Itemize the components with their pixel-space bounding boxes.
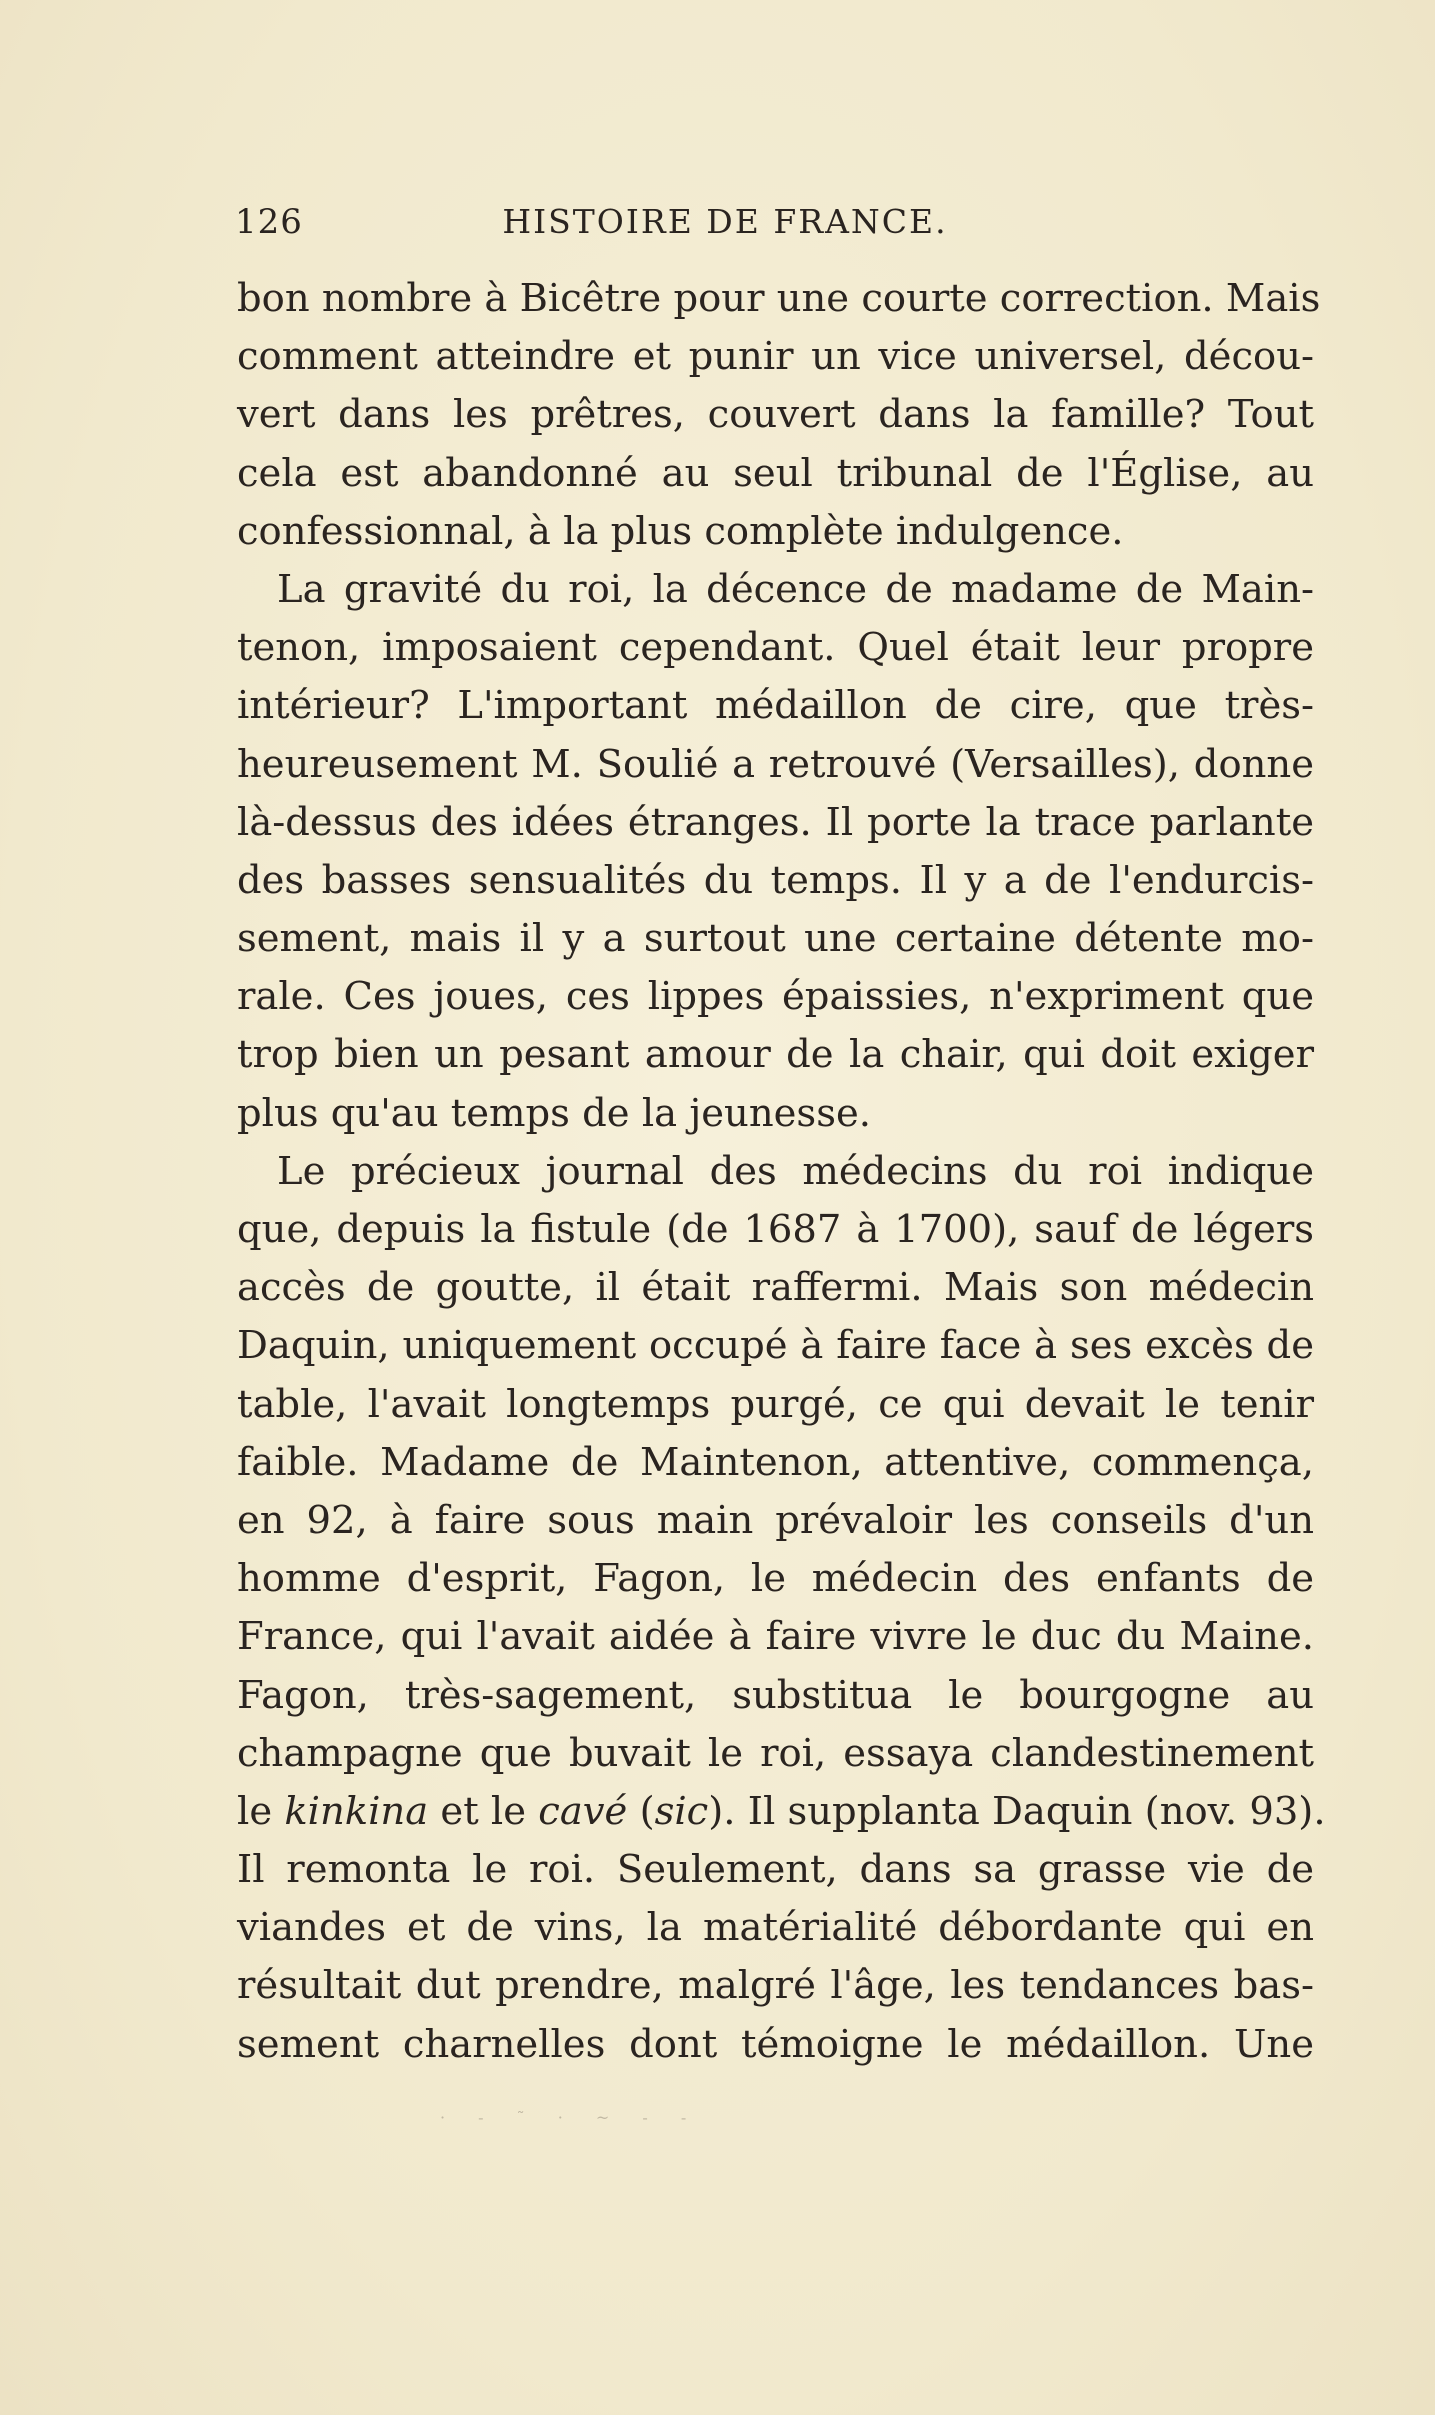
text-fragment: le xyxy=(237,1788,285,1834)
text-line: homme d'esprit, Fagon, le médecin des enfants de xyxy=(237,1556,1314,1602)
text-line: des basses sensualités du temps. Il y a de l'endurcis- xyxy=(237,857,1314,903)
italic-term-cave: cavé xyxy=(538,1788,628,1834)
text-line: champagne que buvait le roi, essaya clandestinement xyxy=(237,1730,1314,1776)
text-fragment: ). Il supplanta Daquin (nov. 93). xyxy=(708,1788,1326,1834)
text-line: que, depuis la fistule (de 1687 à 1700), sauf de légers xyxy=(237,1207,1314,1252)
ink-smudge-decoration: · - ˜ · ~ - - xyxy=(440,2108,701,2127)
text-line: tenon, imposaient cependant. Quel était leur propre xyxy=(237,625,1314,671)
text-line: heureusement M. Soulié a retrouvé (Versailles), donne xyxy=(237,741,1314,787)
text-fragment: ( xyxy=(627,1788,655,1834)
text-line: viandes et de vins, la matérialité débordante qui en xyxy=(237,1905,1314,1951)
text-line: sement, mais il y a surtout une certaine détente mo- xyxy=(237,916,1314,962)
italic-term-sic: sic xyxy=(654,1788,709,1834)
page-header xyxy=(235,202,1315,252)
text-line-with-italics xyxy=(237,1783,1326,1841)
paragraph-2 xyxy=(237,561,1314,1143)
text-line: bon nombre à Bicêtre pour une courte correction. Mais xyxy=(237,276,1321,321)
text-line: sement charnelles dont témoigne le médaillon. Une xyxy=(237,2021,1314,2067)
text-line: intérieur? L'important médaillon de cire, que très- xyxy=(237,683,1314,729)
text-line: faible. Madame de Maintenon, attentive, commença, xyxy=(237,1439,1314,1485)
text-line: Il remonta le roi. Seulement, dans sa grasse vie de xyxy=(237,1847,1314,1893)
text-line: confessionnal, à la plus complète indulgence. xyxy=(237,508,1124,554)
text-line: La gravité du roi, la décence de madame de Main- xyxy=(277,566,1314,612)
text-line: accès de goutte, il était raffermi. Mais son médecin xyxy=(237,1265,1314,1311)
text-line: Fagon, très-sagement, substitua le bourgogne au xyxy=(237,1672,1314,1718)
italic-term-kinkina: kinkina xyxy=(284,1788,429,1834)
running-head: HISTOIRE DE FRANCE. xyxy=(502,202,948,241)
text-line: Le précieux journal des médecins du roi indique xyxy=(277,1148,1314,1194)
text-line: plus qu'au temps de la jeunesse. xyxy=(237,1090,871,1136)
paragraph-1 xyxy=(237,270,1321,561)
text-line: vert dans les prêtres, couvert dans la famille? Tout xyxy=(237,392,1314,438)
page-number: 126 xyxy=(235,202,303,242)
paragraph-3 xyxy=(237,1143,1326,2074)
text-fragment: et le xyxy=(428,1788,539,1834)
text-line: France, qui l'avait aidée à faire vivre le duc du Maine. xyxy=(237,1614,1314,1660)
text-line: table, l'avait longtemps purgé, ce qui devait le tenir xyxy=(237,1381,1314,1427)
text-line: rale. Ces joues, ces lippes épaissies, n'expriment que xyxy=(237,974,1314,1020)
body-text xyxy=(237,270,1326,2074)
text-line: comment atteindre et punir un vice universel, décou- xyxy=(237,334,1314,380)
text-line: Daquin, uniquement occupé à faire face à ses excès de xyxy=(237,1323,1314,1369)
text-line: là-dessus des idées étranges. Il porte la trace parlante xyxy=(237,799,1314,845)
text-line: résultait dut prendre, malgré l'âge, les tendances bas- xyxy=(237,1963,1314,2009)
text-line: trop bien un pesant amour de la chair, qui doit exiger xyxy=(237,1032,1314,1078)
text-line: cela est abandonné au seul tribunal de l'Église, au xyxy=(237,450,1314,496)
text-line: en 92, à faire sous main prévaloir les conseils d'un xyxy=(237,1497,1314,1543)
